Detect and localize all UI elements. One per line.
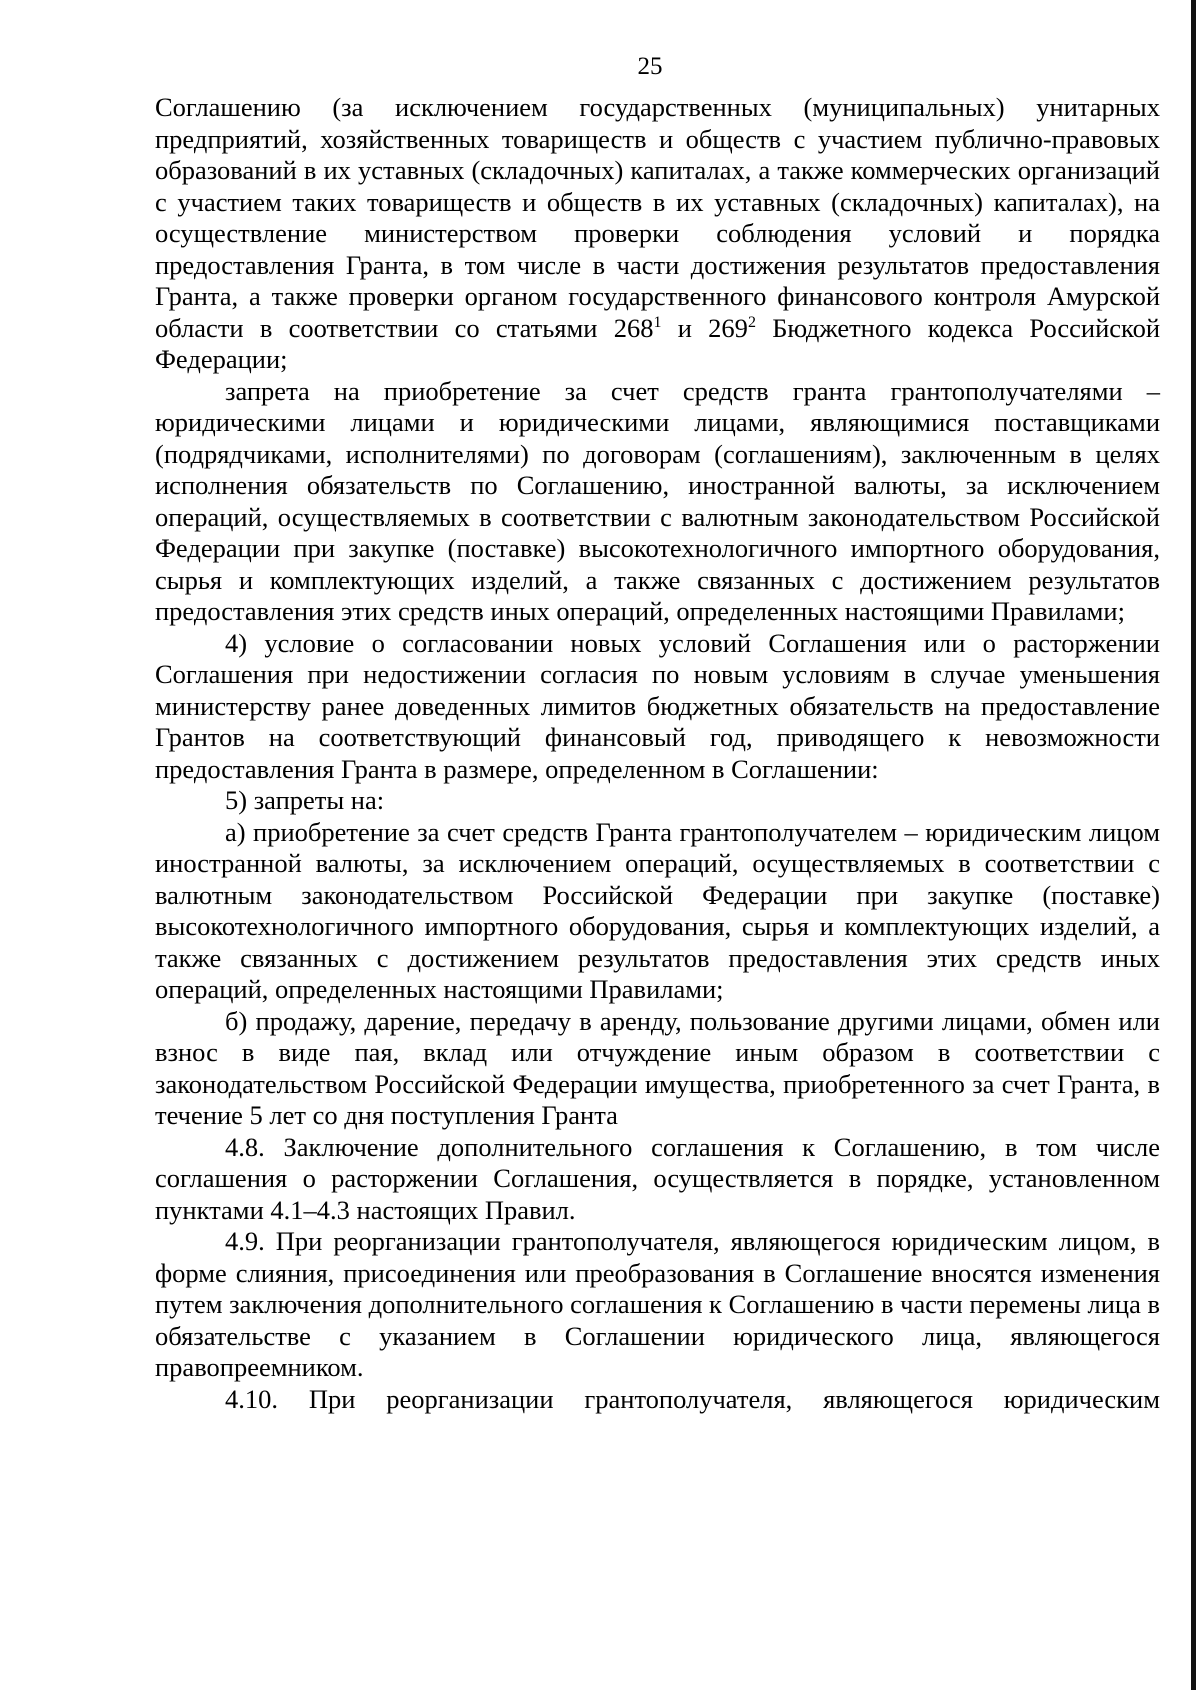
paragraph-currency-ban: запрета на приобретение за счет средств гранта грантополучателями – юридическими лицами и юридическими лицами, являющимися поставщиками (подрядчиками, исполнителями) по договорам (соглашениям), заключенным в целях исполнения обязательств по Соглашению, иностранной валюты, за исключением операций, осуществляемых в соответствии с валютным законодательством Российской Федерации при закупке (поставке) высокотехнологичного импортного оборудования, сырья и комплектующих изделий, а также связанных с достижением результатов предоставления этих средств иных операций, определенных настоящими Правилами; xyxy=(155,375,1160,626)
page-number: 25 xyxy=(637,53,663,80)
footnote-superscript: 1 xyxy=(653,313,662,331)
paragraph-section-4-10: 4.10. При реорганизации грантополучателя, являющегося юридическим xyxy=(225,1383,1160,1414)
paragraph-continuation xyxy=(155,92,1160,376)
paragraph-section-4-9: 4.9. При реорганизации грантополучателя, являющегося юридическим лицом, в форме слияния, присоединения или преобразования в Соглашение вносятся изменения путем заключения дополнительного соглашения к Соглашению в части перемены лица в обязательстве с указанием в Соглашении юридического лица, являющегося правопреемником. xyxy=(155,1226,1160,1382)
scan-border-edge xyxy=(1191,0,1196,1690)
paragraph-text: Соглашению (за исключением государственных (муниципальных) унитарных предприятий, хозяйственных товариществ и обществ с участием публично-правовых образований в их уставных (складочных) капиталах, а также коммерческих организаций с участием таких товариществ и обществ в их уставных (складочных) капиталах), на осуществление министерством проверки соблюдения условий и порядка предоставления Гранта, в том числе в части достижения результатов предоставления Гранта, а также проверки органом государственного финансового контроля Амурской области в соответствии со статьями 268 xyxy=(155,92,1160,343)
paragraph-text: Бюджетного кодекса Российской Федерации; xyxy=(155,312,1160,374)
footnote-superscript: 2 xyxy=(747,313,756,331)
paragraph-text: и 269 xyxy=(661,312,748,343)
paragraph-section-4-8: 4.8. Заключение дополнительного соглашения к Соглашению, в том числе соглашения о расторжении Соглашения, осуществляется в порядке, установленном пунктами 4.1–4.3 настоящих Правил. xyxy=(155,1131,1160,1225)
document-body xyxy=(155,92,1160,1415)
paragraph-item-5a: а) приобретение за счет средств Гранта грантополучателем – юридическим лицом иностранной валюты, за исключением операций, осуществляемых в соответствии с валютным законодательством Российской Федерации при закупке (поставке) высокотехнологичного импортного оборудования, сырья и комплектующих изделий, а также связанных с достижением результатов предоставления этих средств иных операций, определенных настоящими Правилами; xyxy=(155,816,1160,1004)
paragraph-item-5b: б) продажу, дарение, передачу в аренду, пользование другими лицами, обмен или взнос в виде пая, вклад или отчуждение иным образом в соответствии с законодательством Российской Федерации имущества, приобретенного за счет Гранта, в течение 5 лет со дня поступления Гранта xyxy=(155,1005,1160,1130)
paragraph-item-4: 4) условие о согласовании новых условий Соглашения или о расторжении Соглашения при недостижении согласия по новым условиям в случае уменьшения министерству ранее доведенных лимитов бюджетных обязательств на предоставление Грантов на соответствующий финансовый год, приводящего к невозможности предоставления Гранта в размере, определенном в Соглашении: xyxy=(155,627,1160,784)
paragraph-item-5: 5) запреты на: xyxy=(225,785,385,815)
